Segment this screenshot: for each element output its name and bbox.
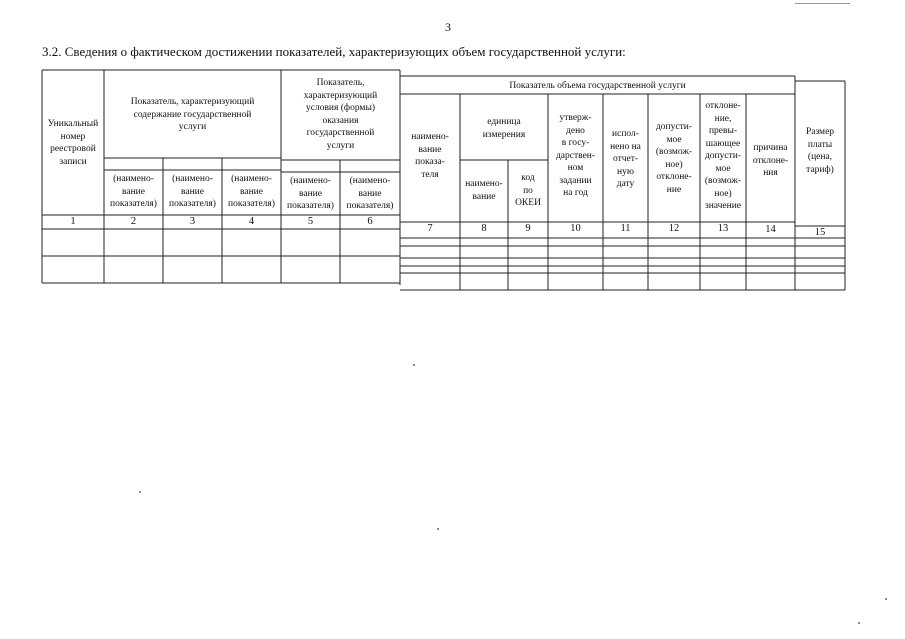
- scan-speck: [139, 491, 141, 493]
- header-allowed-deviation: допусти- мое (возмож- ное) отклоне- ние: [655, 122, 693, 195]
- column-number: 12: [668, 223, 680, 234]
- column-number: 4: [248, 216, 255, 227]
- column-number: 8: [481, 223, 487, 234]
- scan-speck: [885, 598, 887, 600]
- page-number: 3: [445, 20, 451, 34]
- header-unique-number: Уникальный номер реестровой записи: [47, 119, 99, 167]
- scan-speck: [858, 622, 860, 624]
- header-approved: утверж- дено в госу- дарствен- ном задании на год: [555, 113, 596, 198]
- column-number: 9: [525, 223, 531, 234]
- column-number: 7: [427, 223, 433, 234]
- header-deviation-reason: причина отклоне- ния: [752, 143, 789, 178]
- header-excess-deviation: отклоне- ние, превы- шающее допусти- мое (возмож- ное) значение: [704, 101, 742, 211]
- subheader-col4: (наимено- вание показателя): [228, 174, 275, 209]
- column-number: 3: [189, 216, 196, 227]
- column-number: 11: [620, 223, 631, 234]
- column-number: 14: [765, 224, 776, 235]
- header-content-indicator: Показатель, характеризующий содержание государственной услуги: [130, 97, 255, 132]
- subheader-col5: (наимено- вание показателя): [287, 176, 334, 211]
- column-number: 13: [717, 223, 729, 234]
- scan-speck: [413, 364, 415, 366]
- column-number: 5: [307, 216, 314, 227]
- header-indicator-name: наимено- вание показа- теля: [411, 132, 449, 180]
- header-executed: испол- нено на отчет- ную дату: [610, 129, 641, 189]
- header-unit: единица измерения: [482, 117, 526, 140]
- column-number: 10: [570, 223, 581, 234]
- header-volume-indicator: Показатель объема государственной услуги: [509, 81, 686, 91]
- subheader-col6: (наимено- вание показателя): [346, 176, 394, 211]
- column-number: 1: [70, 216, 76, 227]
- column-number: 15: [814, 227, 826, 238]
- subheader-col2: (наимено- вание показателя): [110, 174, 157, 209]
- section-title: 3.2. Сведения о фактическом достижении показателей, характеризующих объем государственной услуги:: [42, 44, 626, 59]
- header-unit-name: наимено- вание: [465, 179, 503, 202]
- subheader-col3: (наимено- вание показателя): [169, 174, 216, 209]
- scan-speck: [437, 528, 439, 530]
- header-conditions-indicator: Показатель, характеризующий условия (формы) оказания государственной услуги: [303, 78, 378, 151]
- column-number: 6: [367, 216, 373, 227]
- header-okei-code: код по ОКЕИ: [515, 173, 541, 208]
- header-fee: Размер платы (цена, тариф): [805, 127, 835, 175]
- column-number: 2: [130, 216, 137, 227]
